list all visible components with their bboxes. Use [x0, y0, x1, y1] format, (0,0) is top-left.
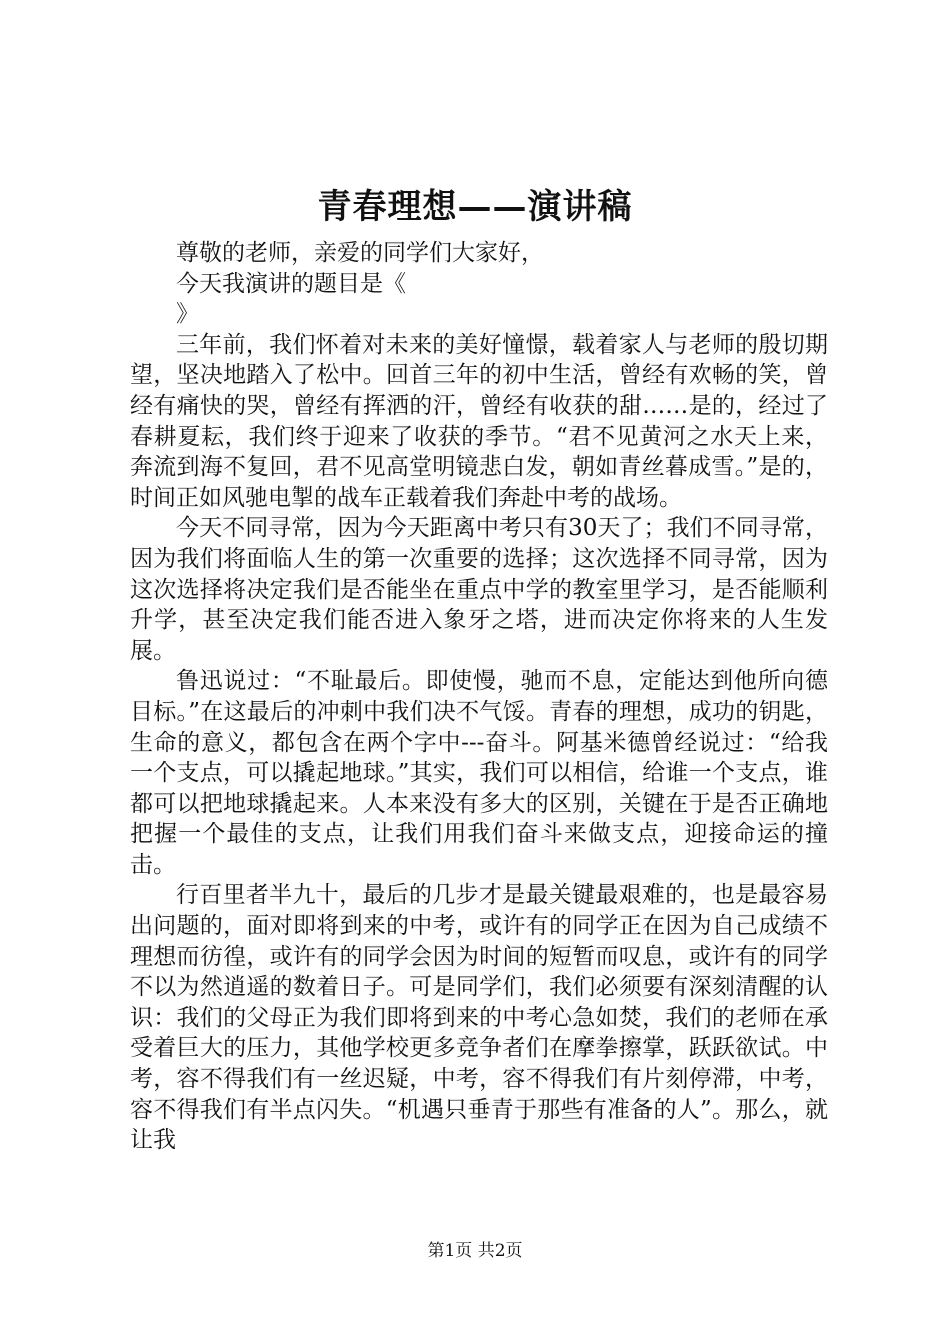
- topic-closing-bracket: 》: [176, 301, 199, 328]
- body-paragraph: 行百里者半九十，最后的几步才是最关键最艰难的，也是最容易出问题的，面对即将到来的中考，或许有的同学正在因为自己成绩不理想而彷徨，或许有的同学会因为时间的短暂而叹息，或许有的同学不以为然逍遥的数着日子。可是同学们，我们必须要有深刻清醒的认识：我们的父母正为我们即将到来的中考心急如焚，我们的老师在承受着巨大的压力，其他学校更多竞争者们在摩拳擦掌，跃跃欲试。中考，容不得我们有一丝迟疑，中考，容不得我们有片刻停滞，中考，容不得我们有半点闪失。“机遇只垂青于那些有准备的人”。那么，就让我: [130, 882, 828, 1154]
- document-body: [130, 238, 828, 1156]
- body-paragraph: 今天不同寻常，因为今天距离中考只有30天了；我们不同寻常，因为我们将面临人生的第一次重要的选择；这次选择不同寻常，因为这次选择将决定我们是否能坐在重点中学的教室里学习，是否能顺利升学，甚至决定我们能否进入象牙之塔，进而决定你将来的人生发展。: [130, 515, 828, 664]
- page-number-footer: 第1页 共2页: [427, 1241, 523, 1261]
- body-paragraph: 鲁迅说过：“不耻最后。即使慢，驰而不息，定能达到他所向德目标。”在这最后的冲刺中我们决不气馁。青春的理想，成功的钥匙，生命的意义，都包含在两个字中---奋斗。阿基米德曾经说过：“给我一个支点，可以撬起地球。”其实，我们可以相信，给谁一个支点，谁都可以把地球撬起来。人本来没有多大的区别，关键在于是否正确地把握一个最佳的支点，让我们用我们奋斗来做支点，迎接命运的撞击。: [130, 668, 828, 878]
- topic-paragraph: 今天我演讲的题目是《: [176, 270, 406, 297]
- body-paragraph: 三年前，我们怀着对未来的美好憧憬，载着家人与老师的殷切期望，坚决地踏入了松中。回首三年的初中生活，曾经有欢畅的笑，曾经有痛快的哭，曾经有挥洒的汗，曾经有收获的甜……是的，经过了春耕夏耘，我们终于迎来了收获的季节。“君不见黄河之水天上来，奔流到海不复回，君不见高堂明镜悲白发，朝如青丝暮成雪。”是的，时间正如风驰电掣的战车正载着我们奔赴中考的战场。: [130, 331, 828, 511]
- document-title: 青春理想——演讲稿: [317, 187, 633, 227]
- greeting-paragraph: 尊敬的老师，亲爱的同学们大家好，: [176, 240, 544, 266]
